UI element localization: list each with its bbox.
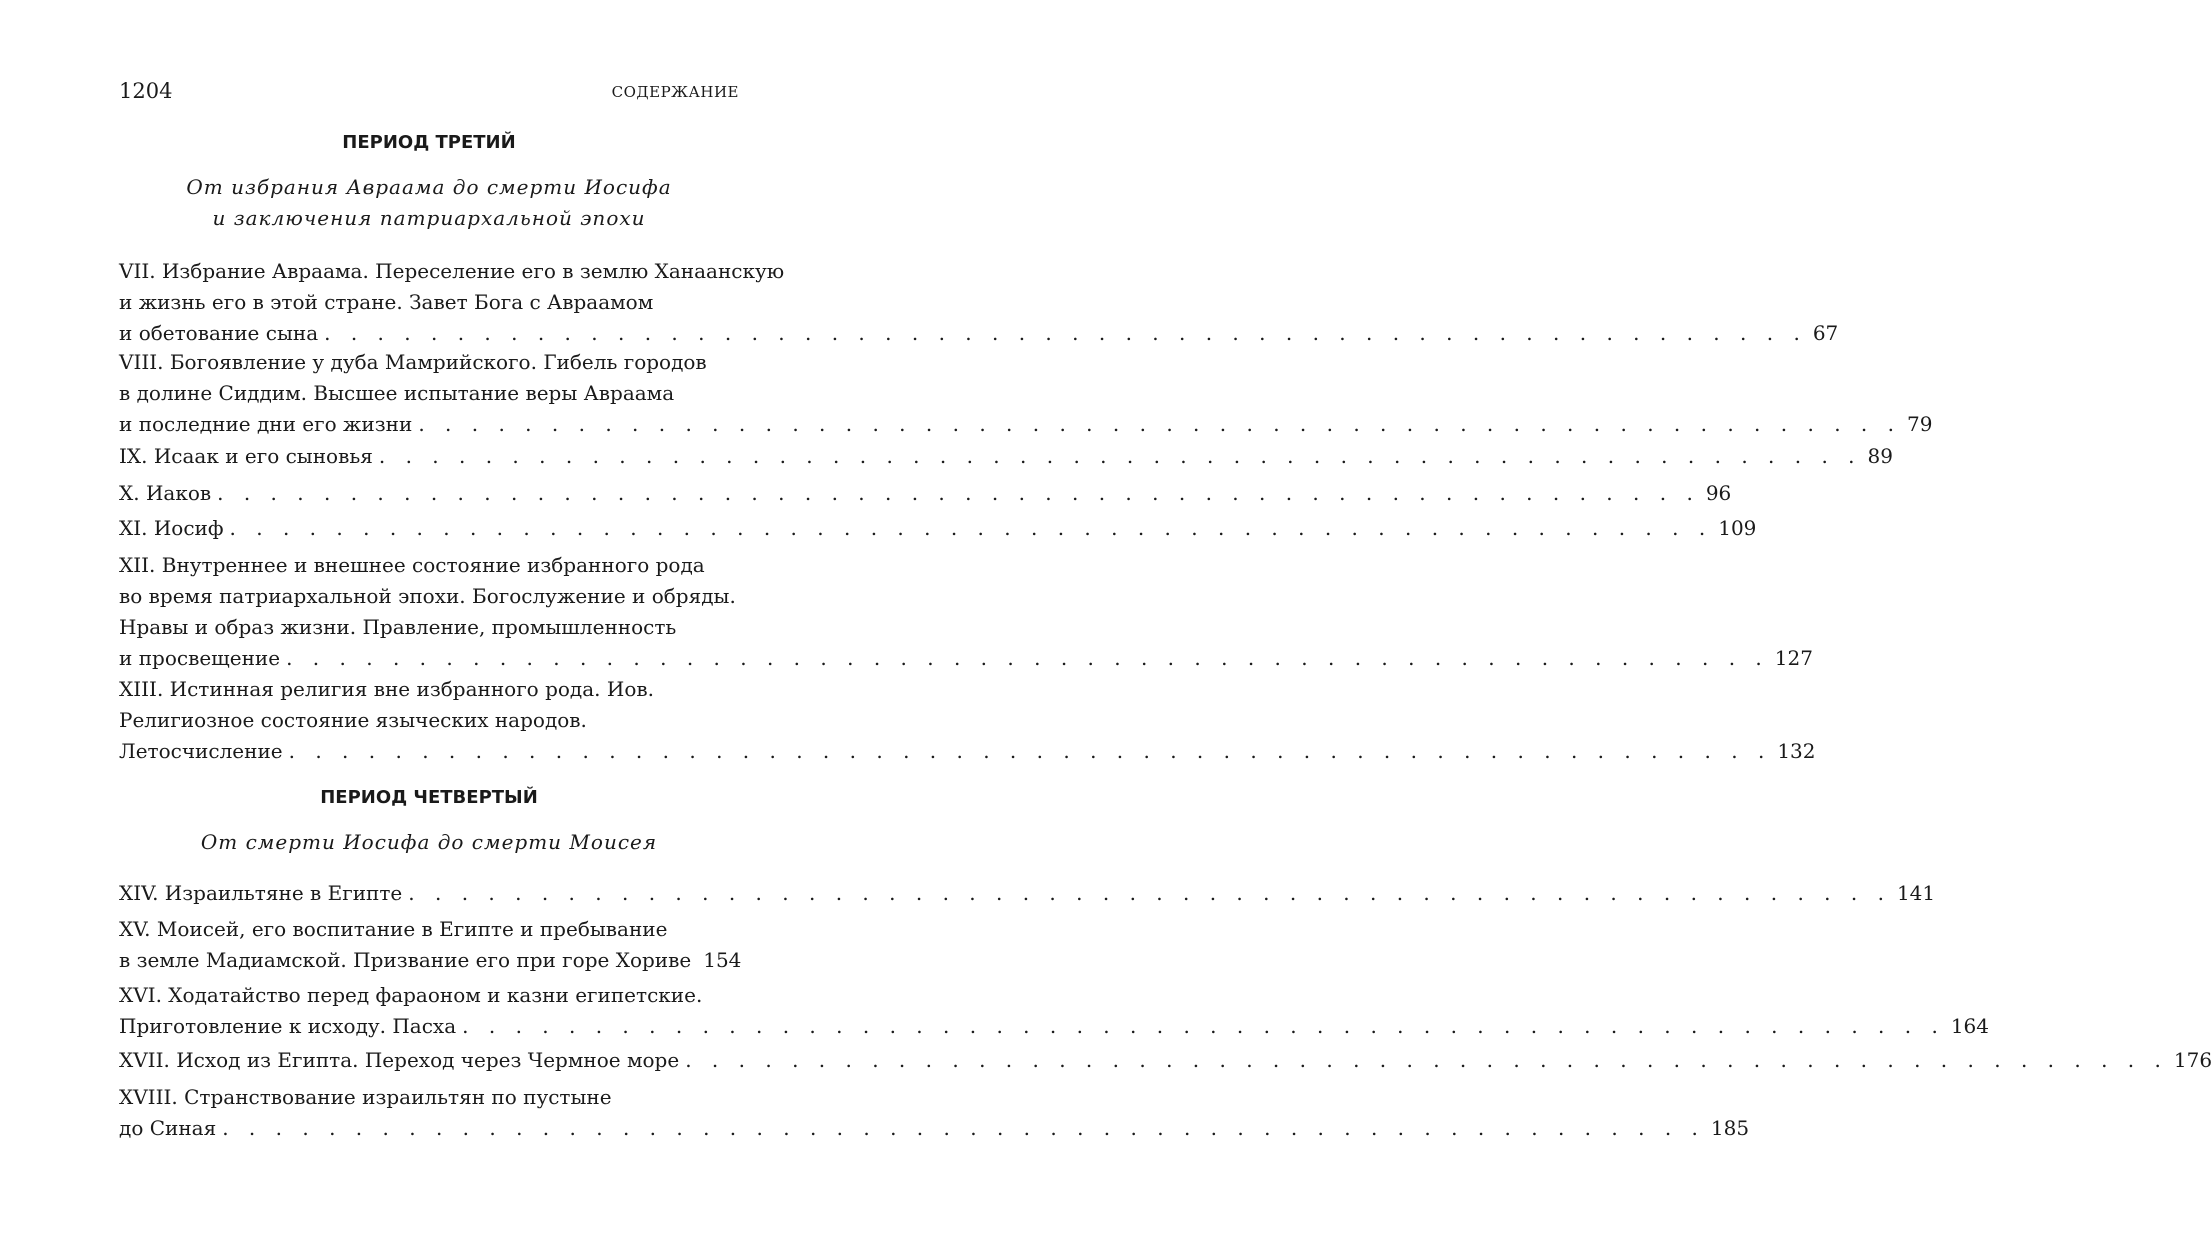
toc-entry-xv[interactable] bbox=[119, 914, 742, 976]
period-3-subtitle-line-2: и заключения патриархальной эпохи bbox=[212, 206, 646, 230]
dot-leader: . . . . . . . . . . . . . . . . . . . . . . . . . . . . . . . . . . . . . . . . . . . . . . . . . . . . . . . . bbox=[286, 646, 1769, 670]
toc-entry-xviii[interactable] bbox=[119, 1082, 1750, 1144]
entry-line: и последние дни его жизни bbox=[119, 412, 413, 436]
toc-entry-xii[interactable] bbox=[119, 550, 1813, 674]
entry-page-number: 67 bbox=[1812, 321, 1839, 345]
entry-line: до Синая bbox=[119, 1116, 217, 1140]
entry-line: Приготовление к исходу. Пасха bbox=[119, 1014, 457, 1038]
toc-entry-viii[interactable] bbox=[119, 347, 1933, 440]
entry-page-number: 89 bbox=[1867, 444, 1893, 468]
period-4-subtitle: От смерти Иосифа до смерти Моисея bbox=[200, 830, 658, 854]
entry-line: и просвещение bbox=[119, 646, 281, 670]
entry-page-number: 79 bbox=[1907, 412, 1933, 436]
entry-line: VIII. Богоявление у дуба Мамрийского. Гибель городов bbox=[119, 350, 707, 374]
entry-page-number: 185 bbox=[1710, 1116, 1750, 1140]
entry-line: Летосчисление bbox=[119, 739, 283, 763]
entry-line: и жизнь его в этой стране. Завет Бога с Авраамом bbox=[119, 290, 654, 314]
dot-leader: . . . . . . . . . . . . . . . . . . . . . . . . . . . . . . . . . . . . . . . . . . . . . . . . . . . . . . . . bbox=[462, 1014, 1945, 1038]
toc-entry-xiii[interactable] bbox=[119, 674, 1816, 767]
entry-line: в земле Мадиамской. Призвание его при горе Хориве bbox=[119, 948, 692, 972]
dot-leader: . . . . . . . . . . . . . . . . . . . . . . . . . . . . . . . . . . . . . . . . . . . . . . . . . . . . . . . . bbox=[378, 444, 1862, 468]
running-title: СОДЕРЖАНИЕ bbox=[611, 83, 739, 101]
entry-line: XIV. Израильтяне в Египте bbox=[119, 881, 403, 905]
dot-leader: . . . . . . . . . . . . . . . . . . . . . . . . . . . . . . . . . . . . . . . . . . . . . . . . . . . . . . . . bbox=[229, 516, 1713, 540]
entry-line: во время патриархальной эпохи. Богослужение и обряды. bbox=[119, 584, 736, 608]
dot-leader: . . . . . . . . . . . . . . . . . . . . . . . . . . . . . . . . . . . . . . . . . . . . . . . . . . . . . . . . bbox=[288, 739, 1772, 763]
entry-page-number: 109 bbox=[1718, 516, 1757, 540]
entry-page-number: 96 bbox=[1705, 481, 1732, 505]
entry-line: XV. Моисей, его воспитание в Египте и пребывание bbox=[119, 917, 668, 941]
entry-line: и обетование сына bbox=[119, 321, 319, 345]
period-4-heading: ПЕРИОД ЧЕТВЕРТЫЙ bbox=[320, 787, 538, 808]
entry-line: IX. Исаак и его сыновья bbox=[119, 444, 373, 468]
dot-leader: . . . . . . . . . . . . . . . . . . . . . . . . . . . . . . . . . . . . . . . . . . . . . . . . . . . . . . . . bbox=[418, 412, 1901, 436]
dot-leader: . . . . . . . . . . . . . . . . . . . . . . . . . . . . . . . . . . . . . . . . . . . . . . . . . . . . . . . . bbox=[408, 881, 1891, 905]
entry-line: VII. Избрание Авраама. Переселение его в землю Ханаанскую bbox=[119, 259, 785, 283]
entry-page-number: 176 bbox=[2173, 1048, 2212, 1072]
entry-line: Нравы и образ жизни. Правление, промышленность bbox=[119, 615, 677, 639]
entry-line: XIII. Истинная религия вне избранного рода. Иов. bbox=[119, 677, 654, 701]
entry-line: XVII. Исход из Египта. Переход через Чермное море bbox=[119, 1048, 680, 1072]
entry-line: Религиозное состояние языческих народов. bbox=[119, 708, 587, 732]
dot-leader: . . . . . . . . . . . . . . . . . . . . . . . . . . . . . . . . . . . . . . . . . . . . . . . . . . . . . . . . bbox=[222, 1116, 1705, 1140]
period-3-subtitle-line-1: От избрания Авраама до смерти Иосифа bbox=[186, 175, 672, 199]
entry-line: XI. Иосиф bbox=[119, 516, 224, 540]
toc-entry-xvi[interactable] bbox=[119, 980, 1990, 1042]
toc-page bbox=[119, 0, 2212, 1252]
page-number: 1204 bbox=[119, 79, 173, 103]
dot-leader: . . . . . . . . . . . . . . . . . . . . . . . . . . . . . . . . . . . . . . . . . . . . . . . . . . . . . . . . bbox=[324, 321, 1807, 345]
entry-page-number: 141 bbox=[1896, 881, 1936, 905]
dot-leader: . . . . . . . . . . . . . . . . . . . . . . . . . . . . . . . . . . . . . . . . . . . . . . . . . . . . . . . . bbox=[217, 481, 1700, 505]
entry-line: XVI. Ходатайство перед фараоном и казни египетские. bbox=[119, 983, 703, 1007]
toc-entry-ix[interactable] bbox=[119, 441, 1893, 472]
entry-line: XVIII. Странствование израильтян по пустыне bbox=[119, 1085, 612, 1109]
dot-leader: . . . . . . . . . . . . . . . . . . . . . . . . . . . . . . . . . . . . . . . . . . . . . . . . . . . . . . . . bbox=[685, 1048, 2168, 1072]
entry-page-number: 132 bbox=[1777, 739, 1816, 763]
toc-entry-xi[interactable] bbox=[119, 513, 1757, 544]
entry-page-number: 164 bbox=[1950, 1014, 1990, 1038]
entry-line: в долине Сиддим. Высшее испытание веры Авраама bbox=[119, 381, 675, 405]
period-3-heading: ПЕРИОД ТРЕТИЙ bbox=[342, 132, 516, 153]
entry-line: X. Иаков bbox=[119, 481, 212, 505]
entry-page-number: 154 bbox=[703, 948, 742, 972]
toc-entry-xiv[interactable] bbox=[119, 878, 1936, 909]
entry-page-number: 127 bbox=[1774, 646, 1813, 670]
running-head bbox=[119, 78, 739, 104]
toc-entry-vii[interactable] bbox=[119, 256, 1839, 349]
toc-entry-x[interactable] bbox=[119, 478, 1732, 509]
toc-entry-xvii[interactable] bbox=[119, 1045, 2212, 1076]
entry-line: XII. Внутреннее и внешнее состояние избранного рода bbox=[119, 553, 705, 577]
